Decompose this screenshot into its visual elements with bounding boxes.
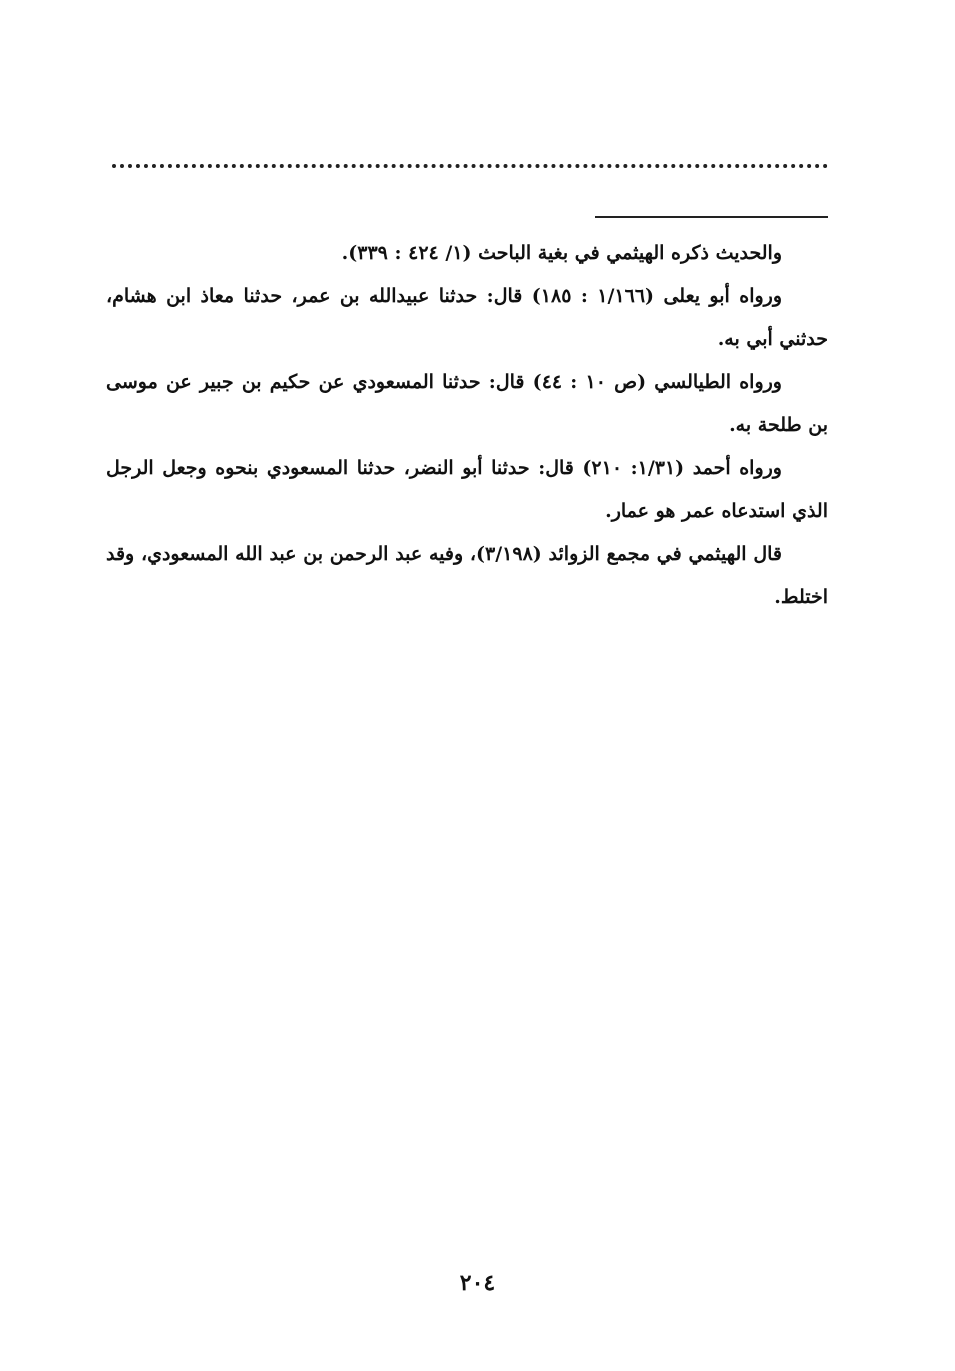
- footnote-paragraph: ورواه أحمد (١/٣١: ٢١٠) قال: حدثنا أبو النضر، حدثنا المسعودي بنحوه وجعل الرجل الذي استدعاه عمر هو عمار.: [106, 457, 828, 522]
- footnotes-block: [106, 232, 828, 619]
- dotted-separator: [112, 164, 828, 168]
- footnote-separator-line: [595, 216, 828, 218]
- footnote-paragraph: قال الهيثمي في مجمع الزوائد (٣/١٩٨)، وفيه عبد الرحمن بن عبد الله المسعودي، وقد اختلط.: [106, 543, 828, 608]
- page-number: ٢٠٤: [459, 1270, 496, 1296]
- footnote-paragraph: والحديث ذكره الهيثمي في بغية الباحث (١/ ٤٢٤ : ٣٣٩).: [341, 242, 782, 264]
- footnote-paragraph: ورواه الطيالسي (ص ١٠ : ٤٤) قال: حدثنا المسعودي عن حكيم بن جبير عن موسى بن طلحة به.: [106, 371, 828, 436]
- footnote-paragraph: ورواه أبو يعلى (١/١٦٦ : ١٨٥) قال: حدثنا عبيدالله بن عمر، حدثنا معاذ ابن هشام، حدثني أبي به.: [106, 285, 828, 350]
